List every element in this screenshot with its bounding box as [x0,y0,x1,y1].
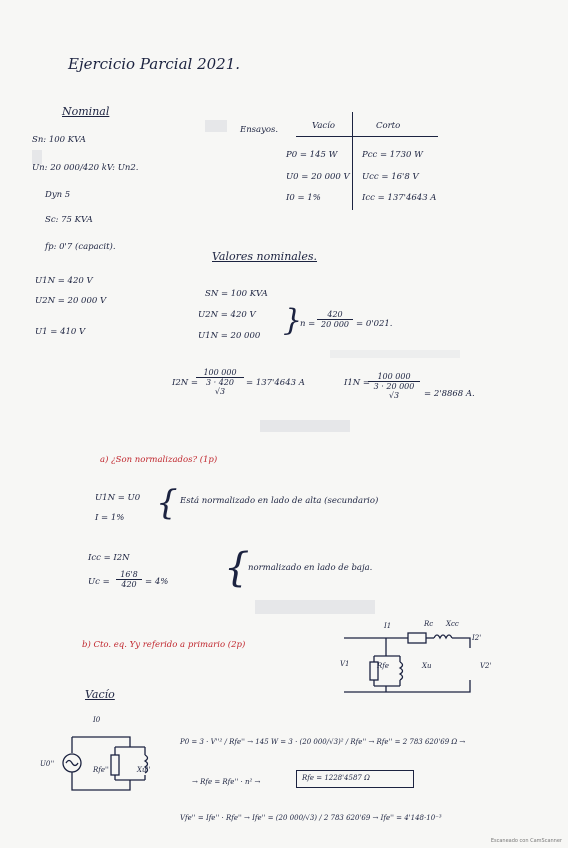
vacio-circuit-label: Xu'' [137,766,151,774]
corto-value: Icc = 137'4643 A [362,193,437,203]
scanner-stamp: Escaneado con CamScanner [490,838,562,844]
smudge [255,600,375,614]
i1n-num: 100 000 [368,372,420,382]
i1n-den2: √3 [388,391,400,400]
qa-brace2-text: normalizado en lado de baja. [248,563,373,573]
qa-line: U1N = U0 [95,493,141,503]
brace: } [283,303,303,338]
valores-line: U1N = 20 000 [198,331,261,341]
vacio-eq: → Rfe = Rfe'' · n² → [192,778,261,786]
page-title: Ejercicio Parcial 2021. [68,55,241,73]
corto-value: Ucc = 16'8 V [362,172,419,182]
vacio-heading: Vacío [85,688,115,701]
circuit-label: I1 [384,622,392,630]
ratio-num: 420 [317,310,353,320]
qa-l4-prefix: Uc = [88,577,110,587]
valores-line: SN = 100 KVA [205,289,268,299]
qa-line: Icc = I2N [88,553,130,563]
i2n-num: 100 000 [196,368,244,378]
ratio-den: 20 000 [321,320,349,329]
nominal-item: Dyn 5 [45,190,71,200]
circuit-label: V1 [340,660,350,668]
smudge [260,420,350,432]
vacio-circuit-label: U0'' [40,760,55,768]
circuit-label: V2' [480,662,492,670]
equivalent-circuit-diagram [330,618,500,698]
smudge [205,120,227,132]
circuit-label: Rfe [377,662,390,670]
qa-l4-fraction [116,570,142,589]
brace: { [224,545,250,591]
vacio-eq: Vfe'' = Ife'' · Rfe'' → Ife'' = (20 000/√3) / 2 783 620'69 → Ife'' = 4'148·10⁻³ [180,814,442,822]
i2n-den: 3 · 420 [206,378,234,387]
vacio-circuit-label: I0 [93,716,101,724]
vacio-eq: P0 = 3 · V''² / Rfe'' → 145 W = 3 · (20 000/√3)² / Rfe'' → Rfe'' = 2 783 620'69 Ω → [180,738,466,746]
i2n-result: = 137'4643 A [246,378,305,388]
i2n-fraction [196,368,244,396]
circuit-label: Xu [422,662,432,670]
qa-l4-num: 16'8 [116,570,142,580]
i2n-label: I2N = [172,378,199,388]
nominal-item: U1 = 410 V [35,327,86,337]
nominal-item: Un: 20 000/420 kV: Un2. [32,163,139,173]
i1n-fraction [368,372,420,400]
table-hline [296,136,438,137]
ratio-fraction [317,310,353,329]
valores-heading: Valores nominales. [212,250,318,263]
vacio-value: U0 = 20 000 V [286,172,350,182]
nominal-item: Sn: 100 KVA [32,135,86,145]
ensayos-label: Ensayos. [240,125,279,135]
i1n-label: I1N = [344,378,371,388]
qa-line: I = 1% [95,513,125,523]
ratio-result: = 0'021. [356,319,393,329]
smudge [330,350,460,358]
nominal-item: fp: 0'7 (capacit). [45,242,116,252]
vacio-boxed-result: Rfe = 1228'4587 Ω [302,774,370,782]
circuit-label: Xcc [446,620,459,628]
corto-value: Pcc = 1730 W [362,150,423,160]
ratio-prefix: n = [300,319,316,329]
qa-l4-result: = 4% [145,577,169,587]
vacio-value: P0 = 145 W [286,150,338,160]
brace: { [156,483,178,523]
i1n-result: = 2'8868 A. [424,389,475,399]
circuit-label: Rc [424,620,434,628]
nominal-item: U1N = 420 V [35,276,93,286]
vacio-circuit-diagram [60,725,160,805]
i1n-den: 3 · 20 000 [373,382,415,391]
valores-line: U2N = 420 V [198,310,256,320]
smudge [32,150,42,164]
nominal-item: U2N = 20 000 V [35,296,107,306]
vacio-value: I0 = 1% [286,193,321,203]
col-corto: Corto [376,121,401,131]
table-vline [352,112,353,210]
qa-l4-den: 420 [121,580,137,589]
nominal-heading: Nominal [62,105,110,118]
col-vacio: Vacío [312,121,336,131]
i2n-den2: √3 [214,387,226,396]
nominal-item: Sc: 75 KVA [45,215,93,225]
circuit-label: I2' [472,634,482,642]
vacio-circuit-label: Rfe'' [93,766,109,774]
question-a: a) ¿Son normalizados? (1p) [100,455,218,465]
qa-brace1-text: Está normalizado en lado de alta (secundario) [180,496,379,506]
question-b: b) Cto. eq. Yy referido a primario (2p) [82,640,246,650]
